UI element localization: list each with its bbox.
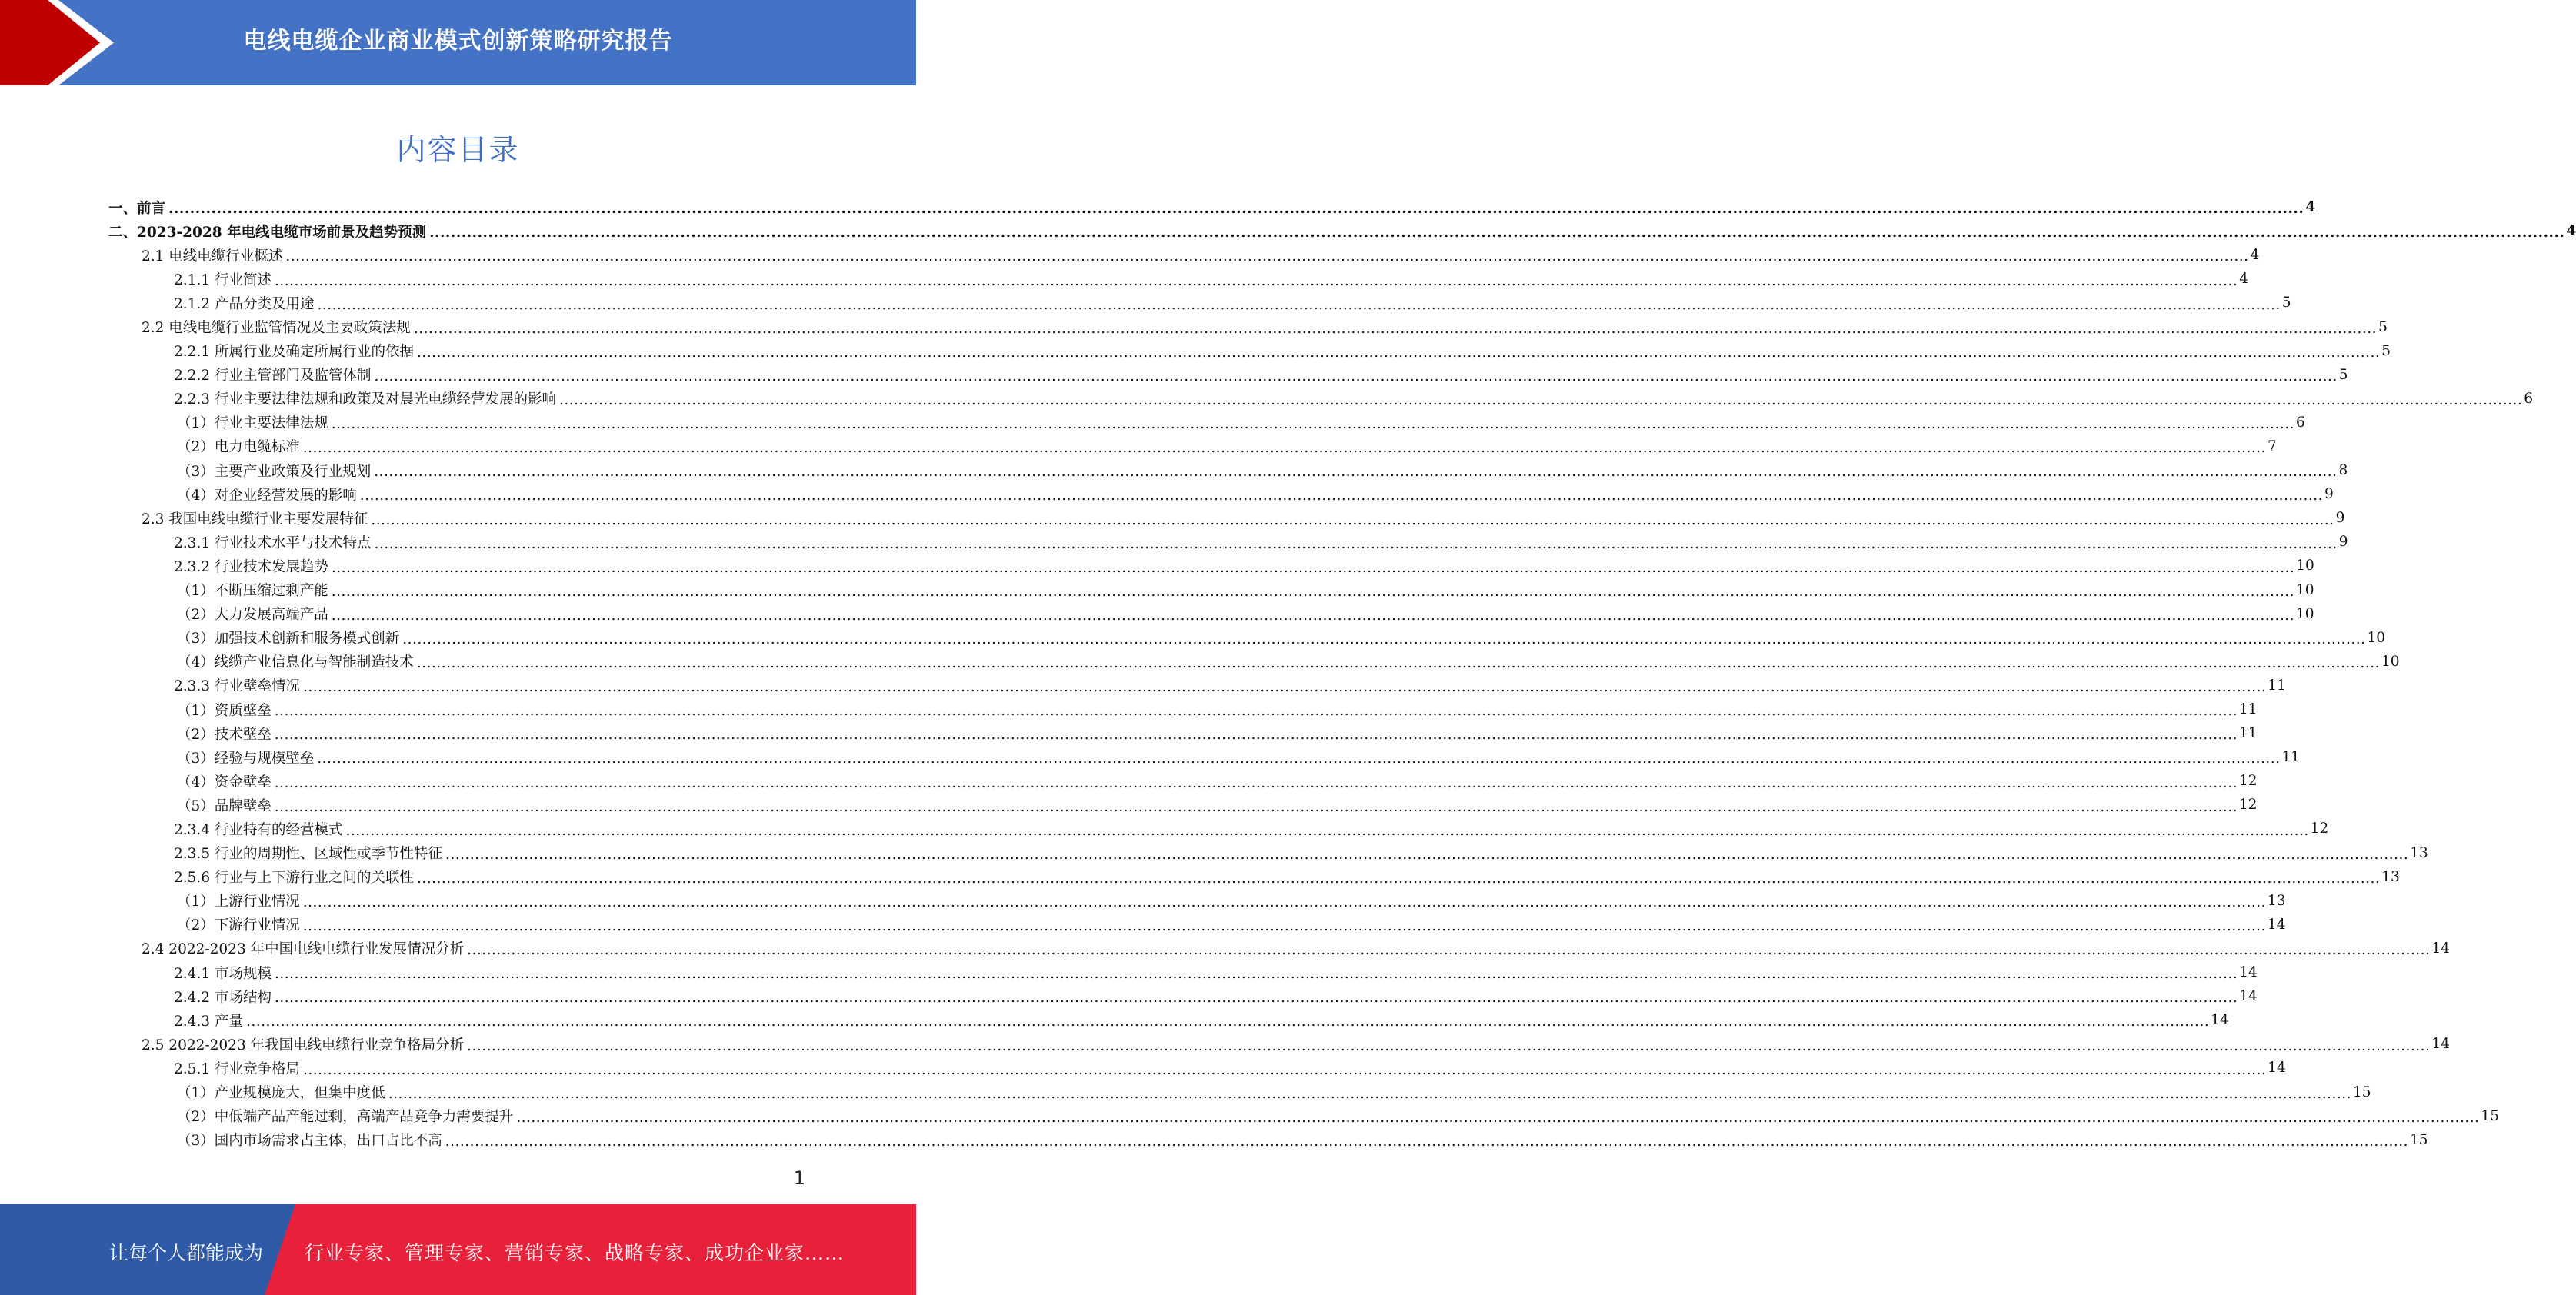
toc-entry[interactable] (174, 674, 2286, 697)
toc-entry-page: 10 (2296, 605, 2314, 622)
toc-entry[interactable] (174, 817, 2329, 841)
toc-entry-page: 15 (2410, 1131, 2428, 1148)
toc-entry-page: 5 (2378, 318, 2388, 335)
toc-entry-label: （2）中低端产品产能过剩，高端产品竞争力需要提升 (177, 1109, 514, 1126)
toc-entry-page: 15 (2481, 1107, 2500, 1124)
toc-entry-page: 6 (2524, 390, 2533, 407)
toc-leader-dots: ................................................................................................................................................................................................................................................................................................................................................................................................................ (371, 511, 2334, 528)
toc-entry[interactable] (174, 721, 2258, 745)
toc-entry[interactable] (174, 1056, 2286, 1080)
toc-entry-page: 14 (2268, 1060, 2286, 1077)
toc-leader-dots: ................................................................................................................................................................................................................................................................................................................................................................................................................ (302, 679, 2267, 696)
toc-entry[interactable] (174, 841, 2428, 865)
toc-entry[interactable] (142, 937, 2450, 960)
toc-leader-dots: ................................................................................................................................................................................................................................................................................................................................................................................................................ (374, 368, 2338, 385)
toc-list (0, 195, 2576, 1152)
toc-entry-label: 2.1.1 行业简述 (174, 271, 272, 288)
toc-entry-page: 4 (2566, 223, 2576, 240)
toc-entry-page: 9 (2335, 510, 2345, 527)
toc-entry[interactable] (174, 554, 2314, 578)
toc-entry-label: 2.4 2022-2023 年中国电线电缆行业发展情况分析 (142, 941, 465, 958)
toc-leader-dots: ................................................................................................................................................................................................................................................................................................................................................................................................................ (245, 1014, 2210, 1030)
toc-leader-dots: ................................................................................................................................................................................................................................................................................................................................................................................................................ (285, 248, 2249, 265)
toc-entry-label: 2.3 我国电线电缆行业主要发展特征 (142, 511, 368, 528)
toc-entry-label: 2.3.4 行业特有的经营模式 (174, 821, 343, 838)
toc-entry[interactable] (174, 458, 2348, 482)
toc-entry[interactable] (174, 602, 2314, 626)
toc-leader-dots: ................................................................................................................................................................................................................................................................................................................................................................................................................ (331, 416, 2295, 433)
footer-slogan-right: 行业专家、管理专家、营销专家、战略专家、成功企业家…… (305, 1242, 845, 1264)
toc-entry-page: 5 (2281, 295, 2291, 311)
toc-leader-dots: ................................................................................................................................................................................................................................................................................................................................................................................................................ (274, 272, 2238, 289)
toc-entry-page: 15 (2353, 1084, 2371, 1100)
toc-leader-dots: ................................................................................................................................................................................................................................................................................................................................................................................................................ (374, 464, 2338, 481)
toc-entry-label: 2.1 电线电缆行业概述 (142, 248, 283, 265)
toc-entry-page: 7 (2268, 438, 2277, 454)
toc-title: 内容目录 (396, 133, 520, 167)
toc-entry-page: 13 (2268, 892, 2286, 909)
toc-entry-label: （1）产业规模庞大，但集中度低 (177, 1085, 385, 1102)
toc-entry-page: 9 (2324, 486, 2334, 503)
toc-entry-page: 4 (2305, 199, 2316, 216)
toc-entry-label: 2.2.1 所属行业及确定所属行业的依据 (174, 344, 414, 361)
toc-entry-label: 2.3.5 行业的周期性、区域性或季节性特征 (174, 846, 442, 863)
toc-entry-page: 14 (2431, 940, 2450, 957)
footer-band (0, 1204, 916, 1295)
toc-leader-dots: ................................................................................................................................................................................................................................................................................................................................................................................................................ (558, 392, 2523, 409)
toc-entry-label: 2.2.3 行业主要法律法规和政策及对晨光电缆经营发展的影响 (174, 391, 556, 408)
toc-leader-dots: ................................................................................................................................................................................................................................................................................................................................................................................................................ (274, 990, 2238, 1007)
toc-leader-dots: ................................................................................................................................................................................................................................................................................................................................................................................................................ (429, 225, 2565, 241)
toc-entry-label: （1）上游行业情况 (177, 894, 300, 910)
toc-leader-dots: ................................................................................................................................................................................................................................................................................................................................................................................................................ (374, 535, 2338, 552)
toc-entry[interactable] (174, 960, 2258, 984)
toc-entry-label: 2.4.2 市场结构 (174, 989, 272, 1006)
toc-entry[interactable] (174, 1104, 2500, 1128)
toc-entry-page: 14 (2239, 964, 2258, 981)
toc-entry[interactable] (174, 530, 2348, 554)
toc-leader-dots: ................................................................................................................................................................................................................................................................................................................................................................................................................ (274, 966, 2238, 983)
toc-entry[interactable] (174, 650, 2400, 674)
toc-entry[interactable] (174, 793, 2258, 817)
report-title: 电线电缆企业商业模式创新策略研究报告 (243, 28, 673, 55)
toc-leader-dots: ................................................................................................................................................................................................................................................................................................................................................................................................................ (467, 1037, 2431, 1054)
toc-entry[interactable] (108, 219, 2576, 243)
toc-leader-dots: ................................................................................................................................................................................................................................................................................................................................................................................................................ (302, 894, 2267, 911)
toc-leader-dots: ................................................................................................................................................................................................................................................................................................................................................................................................................ (467, 942, 2431, 959)
toc-entry-page: 11 (2239, 725, 2258, 742)
toc-entry-label: （2）技术壁垒 (177, 726, 272, 743)
toc-entry-label: 2.1.2 产品分类及用途 (174, 295, 315, 312)
toc-entry[interactable] (174, 578, 2314, 602)
toc-entry-label: 2.3.1 行业技术水平与技术特点 (174, 534, 372, 551)
toc-entry[interactable] (174, 482, 2334, 506)
toc-entry-page: 11 (2268, 677, 2286, 694)
footer-slogan-left: 让每个人都能成为 (109, 1242, 264, 1264)
toc-entry-label: 2.2.2 行业主管部门及监管体制 (174, 368, 372, 385)
toc-entry-label: （2）下游行业情况 (177, 917, 300, 934)
toc-entry[interactable] (174, 1080, 2371, 1104)
toc-leader-dots: ................................................................................................................................................................................................................................................................................................................................................................................................................ (416, 655, 2381, 672)
toc-leader-dots: ................................................................................................................................................................................................................................................................................................................................................................................................................ (317, 296, 2281, 313)
toc-leader-dots: ................................................................................................................................................................................................................................................................................................................................................................................................................ (402, 631, 2366, 648)
toc-entry[interactable] (142, 315, 2388, 338)
toc-entry-label: （3）主要产业政策及行业规划 (177, 463, 372, 480)
toc-entry[interactable] (142, 1032, 2450, 1056)
toc-entry-label: （4）对企业经营发展的影响 (177, 487, 357, 504)
toc-entry-label: 2.5 2022-2023 年我国电线电缆行业竞争格局分析 (142, 1037, 465, 1054)
toc-entry-page: 14 (2239, 988, 2258, 1005)
toc-entry[interactable] (174, 267, 2248, 291)
toc-entry-label: （1）行业主要法律法规 (177, 415, 328, 432)
toc-entry[interactable] (108, 195, 2316, 219)
toc-leader-dots: ................................................................................................................................................................................................................................................................................................................................................................................................................ (516, 1109, 2480, 1126)
toc-entry-page: 4 (2250, 247, 2260, 264)
toc-entry-label: 一、前言 (108, 200, 166, 217)
toc-entry[interactable] (174, 769, 2258, 793)
toc-entry[interactable] (174, 1008, 2229, 1032)
toc-entry[interactable] (174, 984, 2258, 1008)
toc-leader-dots: ................................................................................................................................................................................................................................................................................................................................................................................................................ (359, 488, 2324, 504)
page-number: 1 (793, 1167, 805, 1189)
toc-entry-page: 6 (2296, 414, 2305, 431)
toc-entry[interactable] (174, 411, 2305, 434)
toc-entry-page: 10 (2296, 581, 2314, 598)
toc-entry-label: （1）不断压缩过剩产能 (177, 583, 328, 600)
toc-entry-label: 2.4.3 产量 (174, 1013, 243, 1030)
toc-entry-page: 12 (2239, 773, 2258, 790)
toc-entry[interactable] (174, 434, 2277, 458)
toc-entry[interactable] (174, 745, 2301, 769)
toc-leader-dots: ................................................................................................................................................................................................................................................................................................................................................................................................................ (302, 918, 2267, 935)
toc-entry-label: 2.3.3 行业壁垒情况 (174, 678, 300, 695)
header-band (0, 0, 916, 85)
toc-entry-page: 10 (2367, 629, 2386, 646)
toc-leader-dots: ................................................................................................................................................................................................................................................................................................................................................................................................................ (388, 1085, 2352, 1102)
toc-leader-dots: ................................................................................................................................................................................................................................................................................................................................................................................................................ (168, 201, 2304, 218)
toc-entry[interactable] (174, 626, 2386, 650)
toc-entry[interactable] (174, 865, 2400, 889)
toc-entry-page: 10 (2381, 653, 2400, 670)
toc-leader-dots: ................................................................................................................................................................................................................................................................................................................................................................................................................ (274, 798, 2238, 815)
toc-entry-label: 2.2 电线电缆行业监管情况及主要政策法规 (142, 320, 411, 337)
toc-entry-label: （2）电力电缆标准 (177, 439, 300, 456)
toc-entry-page: 14 (2268, 916, 2286, 933)
toc-entry[interactable] (142, 506, 2345, 530)
toc-entry-label: （3）经验与规模壁垒 (177, 750, 315, 767)
toc-entry-page: 8 (2338, 462, 2348, 479)
toc-leader-dots: ................................................................................................................................................................................................................................................................................................................................................................................................................ (331, 607, 2295, 624)
toc-entry-label: 2.5.1 行业竞争格局 (174, 1060, 300, 1077)
toc-entry-label: 2.3.2 行业技术发展趋势 (174, 558, 328, 575)
toc-entry-label: （4）线缆产业信息化与智能制造技术 (177, 654, 414, 671)
toc-leader-dots: ................................................................................................................................................................................................................................................................................................................................................................................................................ (302, 440, 2267, 457)
toc-leader-dots: ................................................................................................................................................................................................................................................................................................................................................................................................................ (413, 320, 2378, 337)
toc-entry-label: 二、2023-2028 年电线电缆市场前景及趋势预测 (108, 224, 427, 241)
toc-entry-page: 14 (2431, 1036, 2450, 1053)
toc-leader-dots: ................................................................................................................................................................................................................................................................................................................................................................................................................ (302, 1061, 2267, 1078)
toc-entry-label: （4）资金壁垒 (177, 774, 272, 791)
toc-leader-dots: ................................................................................................................................................................................................................................................................................................................................................................................................................ (274, 774, 2238, 791)
toc-entry-label: 2.5.6 行业与上下游行业之间的关联性 (174, 870, 414, 887)
toc-entry-label: （3）加强技术创新和服务模式创新 (177, 631, 400, 648)
toc-entry[interactable] (174, 291, 2291, 315)
toc-entry-label: （2）大力发展高端产品 (177, 607, 328, 624)
toc-entry[interactable] (174, 913, 2286, 937)
toc-entry-page: 5 (2338, 366, 2348, 383)
toc-entry-label: （3）国内市场需求占主体，出口占比不高 (177, 1133, 442, 1150)
toc-leader-dots: ................................................................................................................................................................................................................................................................................................................................................................................................................ (416, 870, 2381, 887)
toc-entry-page: 12 (2310, 821, 2329, 837)
toc-entry-page: 5 (2381, 342, 2391, 359)
toc-entry[interactable] (174, 339, 2391, 363)
toc-entry-page: 11 (2281, 749, 2301, 766)
toc-entry-label: （1）资质壁垒 (177, 702, 272, 719)
toc-entry[interactable] (174, 1128, 2428, 1152)
toc-leader-dots: ................................................................................................................................................................................................................................................................................................................................................................................................................ (331, 559, 2295, 576)
toc-leader-dots: ................................................................................................................................................................................................................................................................................................................................................................................................................ (445, 1133, 2409, 1150)
toc-entry-page: 13 (2381, 868, 2400, 885)
toc-entry[interactable] (142, 243, 2260, 267)
toc-leader-dots: ................................................................................................................................................................................................................................................................................................................................................................................................................ (445, 846, 2409, 863)
toc-entry-page: 14 (2211, 1012, 2229, 1029)
toc-leader-dots: ................................................................................................................................................................................................................................................................................................................................................................................................................ (345, 822, 2309, 839)
toc-leader-dots: ................................................................................................................................................................................................................................................................................................................................................................................................................ (317, 751, 2281, 767)
toc-leader-dots: ................................................................................................................................................................................................................................................................................................................................................................................................................ (416, 344, 2381, 361)
toc-leader-dots: ................................................................................................................................................................................................................................................................................................................................................................................................................ (274, 703, 2238, 720)
toc-entry-page: 13 (2410, 844, 2428, 861)
toc-entry-page: 9 (2338, 534, 2348, 551)
toc-entry[interactable] (174, 363, 2348, 387)
toc-entry-page: 11 (2239, 701, 2258, 718)
toc-leader-dots: ................................................................................................................................................................................................................................................................................................................................................................................................................ (331, 583, 2295, 600)
toc-entry[interactable] (174, 697, 2258, 721)
toc-entry-label: （5）品牌壁垒 (177, 797, 272, 814)
toc-entry-page: 12 (2239, 797, 2258, 814)
toc-entry[interactable] (174, 889, 2286, 913)
toc-entry-label: 2.4.1 市场规模 (174, 965, 272, 982)
toc-entry-page: 10 (2296, 558, 2314, 574)
toc-entry[interactable] (174, 387, 2533, 411)
toc-entry-page: 4 (2239, 271, 2248, 288)
toc-leader-dots: ................................................................................................................................................................................................................................................................................................................................................................................................................ (274, 727, 2238, 744)
